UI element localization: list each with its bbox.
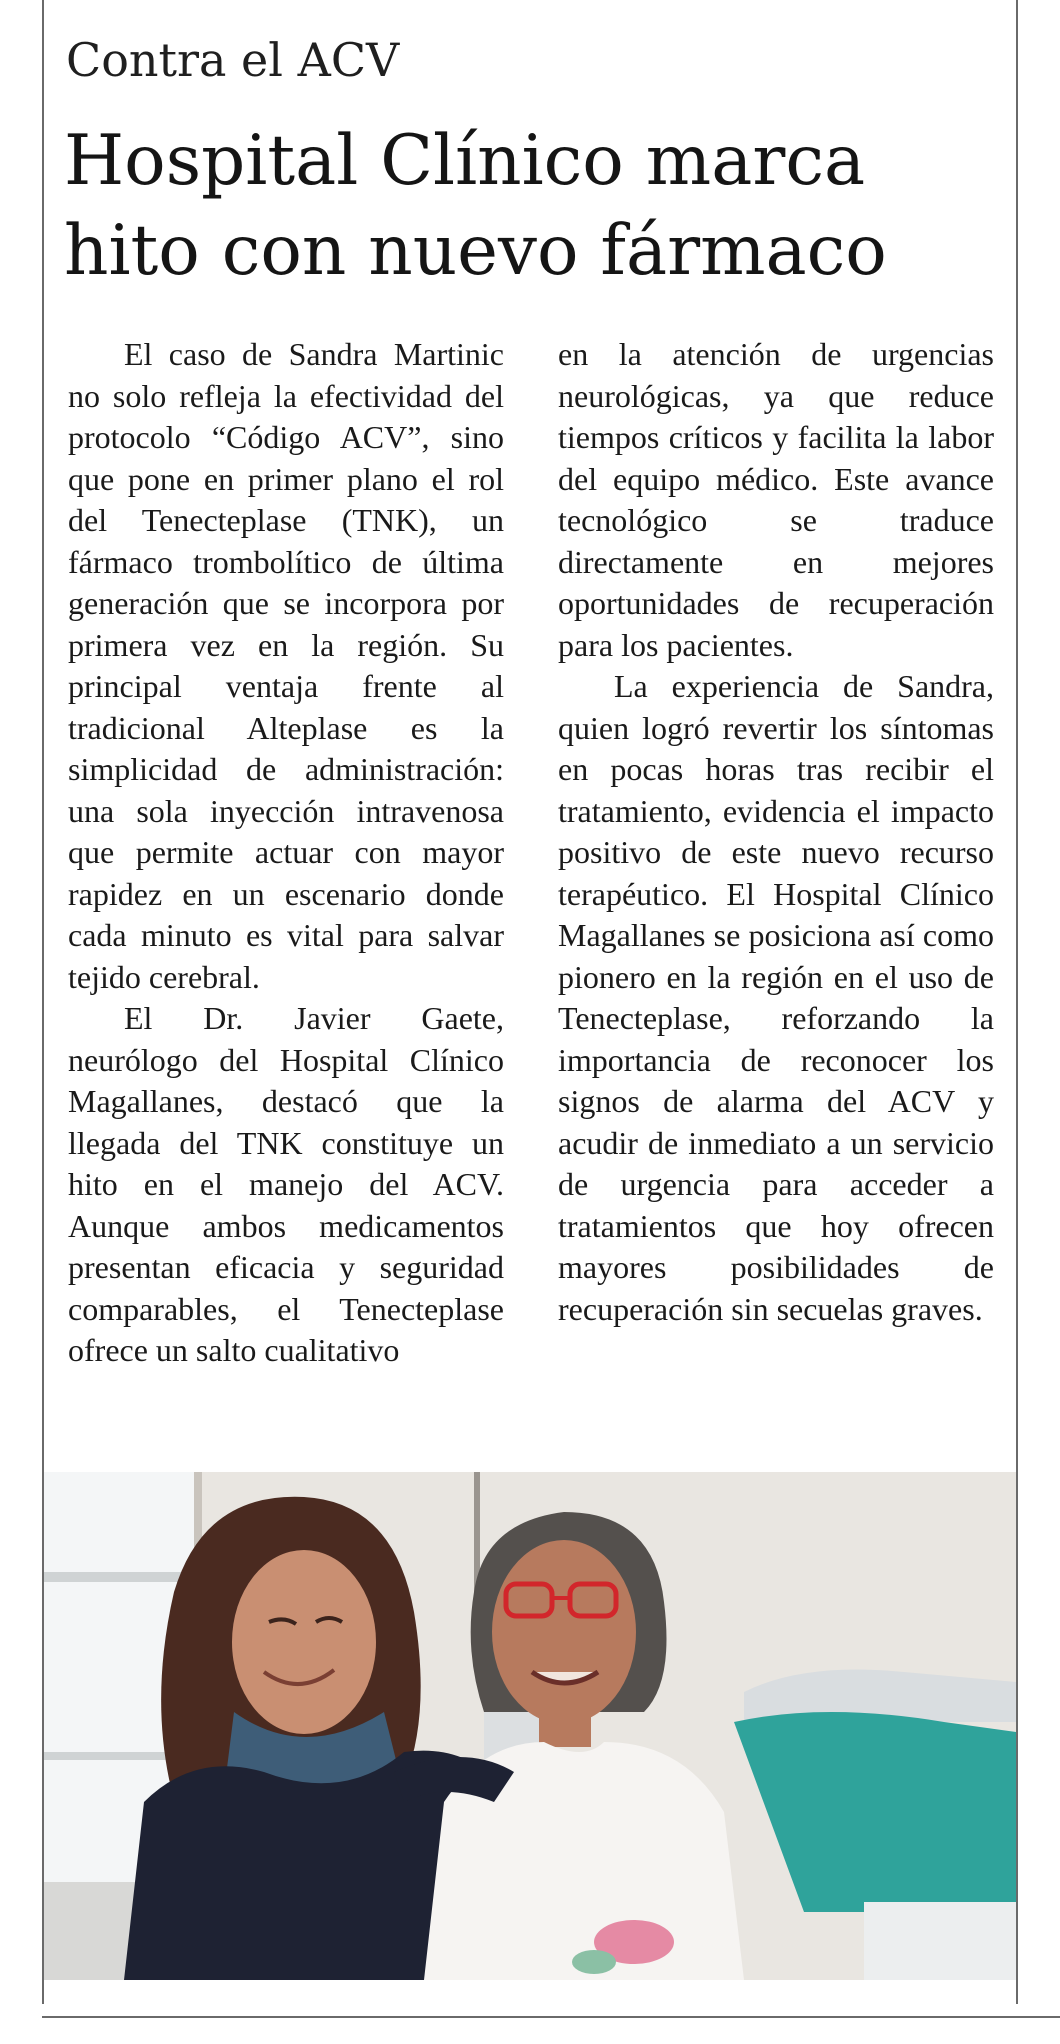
photo-person-left-face bbox=[232, 1550, 376, 1734]
bottom-rule bbox=[42, 2016, 1060, 2018]
article-photo bbox=[44, 1472, 1016, 1980]
article-headline bbox=[64, 116, 1004, 296]
headline-line-1: Hospital Clínico marca bbox=[64, 121, 866, 201]
article-paragraph: La experiencia de Sandra, quien logró revertir los síntomas en pocas horas tras recibir el tratamiento, evidencia el impacto positivo de este nuevo recurso terapéutico. El Hospital Clínico Magallanes se posiciona así como pionero en la región en el uso de Tenecteplase, reforzando la importancia de reconocer los signos de alarma del ACV y acudir de inmediato a un servicio de urgencia para acceder a tratamientos que hoy ofrecen mayores posibilidades de recuperación sin secuelas graves. bbox=[558, 668, 994, 1327]
article-paragraph: en la atención de urgencias neurológicas, ya que reduce tiempos críticos y facilita la labor del equipo médico. Este avance tecnológico se traduce directamente en mejores oportunidades de recuperación para los pacientes. bbox=[558, 336, 994, 663]
article-paragraph: El caso de Sandra Martinic no solo refleja la efectividad del protocolo “Código ACV”, sino que pone en primer plano el rol del Tenecteplase (TNK), un fármaco trombolítico de última generación que se incorpora por primera vez en la región. Su principal ventaja frente al tradicional Alteplase es la simplicidad de administración: una sola inyección intravenosa que permite actuar con mayor rapidez en un escenario donde cada minuto es vital para salvar tejido cerebral. bbox=[68, 336, 504, 995]
headline-line-2: hito con nuevo fármaco bbox=[64, 211, 887, 291]
photo-person-right-face bbox=[492, 1540, 636, 1724]
article-paragraph: El Dr. Javier Gaete, neurólogo del Hospital Clínico Magallanes, destacó que la llegada del TNK constituye un hito en el manejo del ACV. Aunque ambos medicamentos presentan eficacia y seguridad comparables, el Tenecteplase ofrece un salto cualitativo bbox=[68, 1000, 504, 1368]
right-column-rule bbox=[1016, 0, 1018, 2004]
photo-illustration bbox=[44, 1472, 1016, 1980]
article-kicker: Contra el ACV bbox=[66, 33, 400, 87]
photo-bed-sheet bbox=[864, 1902, 1016, 1980]
article-column-right bbox=[558, 334, 994, 1330]
article-column-left bbox=[68, 334, 504, 1372]
